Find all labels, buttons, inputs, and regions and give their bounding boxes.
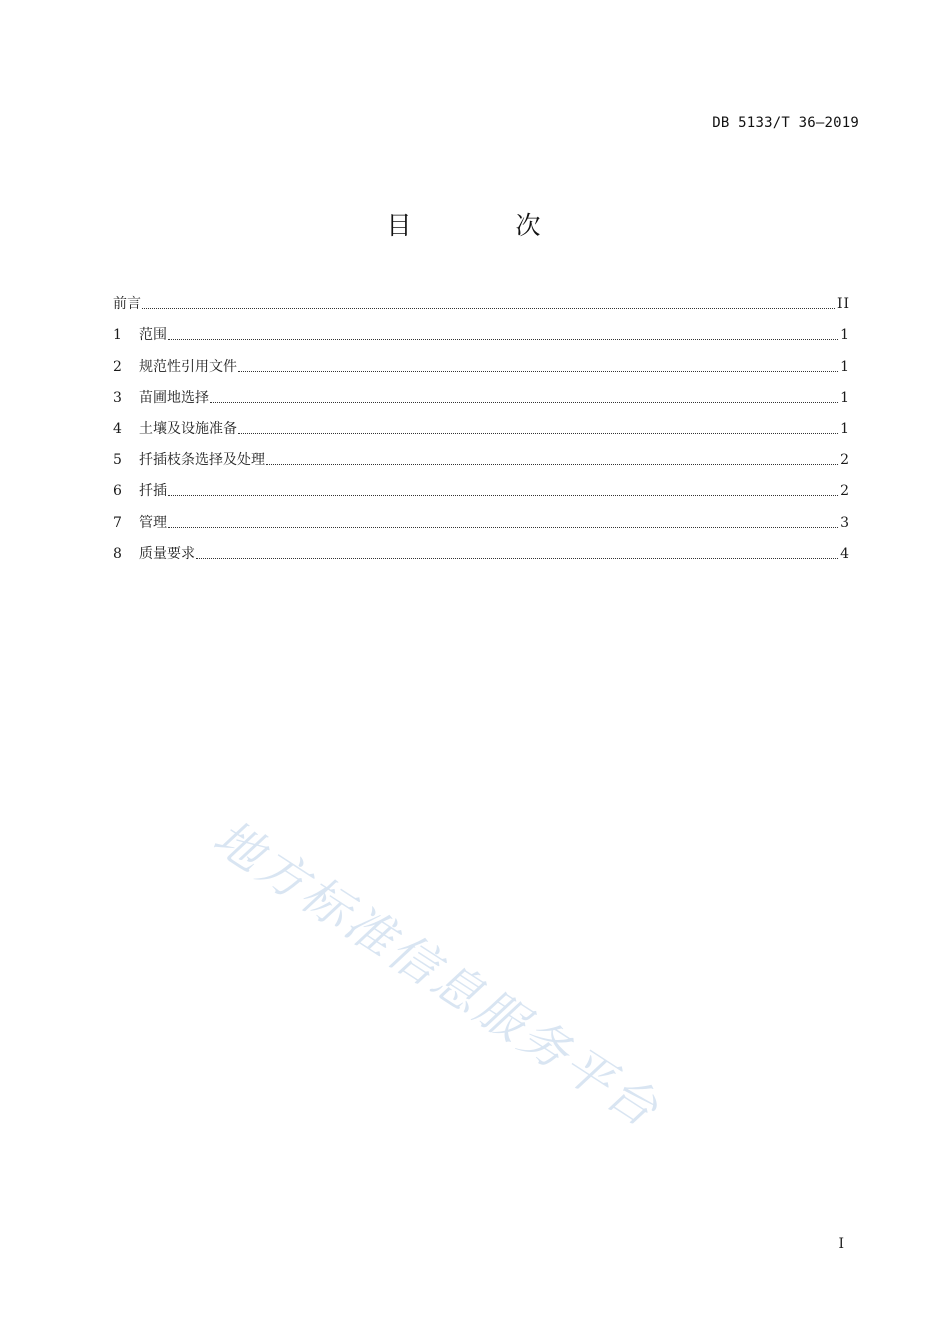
toc-entry-page: 1 [840,420,850,437]
toc-entry-label: 前言 [113,296,141,313]
toc-entry-label: 管理 [139,514,167,531]
toc-entry-page: 1 [840,358,850,375]
toc-entry[interactable] [113,535,850,566]
toc-title: 目 次 [386,211,589,240]
toc-entry-page: 1 [840,389,850,406]
toc-entry-page: 3 [840,514,850,531]
toc-entry-page: 2 [840,452,850,469]
toc-leader-dots [168,494,838,496]
toc-leader-dots [196,557,838,559]
toc-entry-page: 2 [840,483,850,500]
toc-entry[interactable] [113,503,850,534]
toc-entry-number: 2 [113,358,122,375]
toc-entry[interactable] [113,347,850,378]
document-code: DB 5133/T 36—2019 [712,115,859,131]
toc-leader-dots [238,370,838,372]
watermark: 地方标准信息服务平台 [203,809,671,1140]
toc-entry-number: 7 [113,514,122,531]
toc-leader-dots [168,338,838,340]
toc-entry-label: 范围 [139,327,167,344]
toc-entry-label: 土壤及设施准备 [139,420,237,437]
toc-entry-page: II [836,296,850,313]
toc-entry[interactable] [113,379,850,410]
toc-entry-number: 4 [113,420,122,437]
toc-entry-page: 1 [840,327,850,344]
toc-entry-number: 6 [113,483,122,500]
table-of-contents [113,285,850,566]
toc-entry-label: 苗圃地选择 [139,389,209,406]
toc-entry-number: 8 [113,545,122,562]
toc-entry[interactable] [113,441,850,472]
page-number: I [838,1236,844,1252]
toc-entry-number: 1 [113,327,122,344]
toc-leader-dots [266,463,838,465]
toc-leader-dots [238,432,838,434]
toc-leader-dots [168,526,838,528]
toc-entry-label: 扦插枝条选择及处理 [139,452,265,469]
toc-entry-label: 扦插 [139,483,167,500]
toc-entry-label: 质量要求 [139,545,195,562]
toc-leader-dots [210,401,838,403]
toc-entry-number: 3 [113,389,122,406]
toc-entry-label: 规范性引用文件 [139,358,237,375]
toc-entry-number: 5 [113,452,122,469]
toc-entry[interactable] [113,472,850,503]
toc-entry[interactable] [113,410,850,441]
toc-leader-dots [142,307,835,309]
toc-entry-page: 4 [840,545,850,562]
toc-entry[interactable] [113,285,850,316]
toc-entry[interactable] [113,316,850,347]
